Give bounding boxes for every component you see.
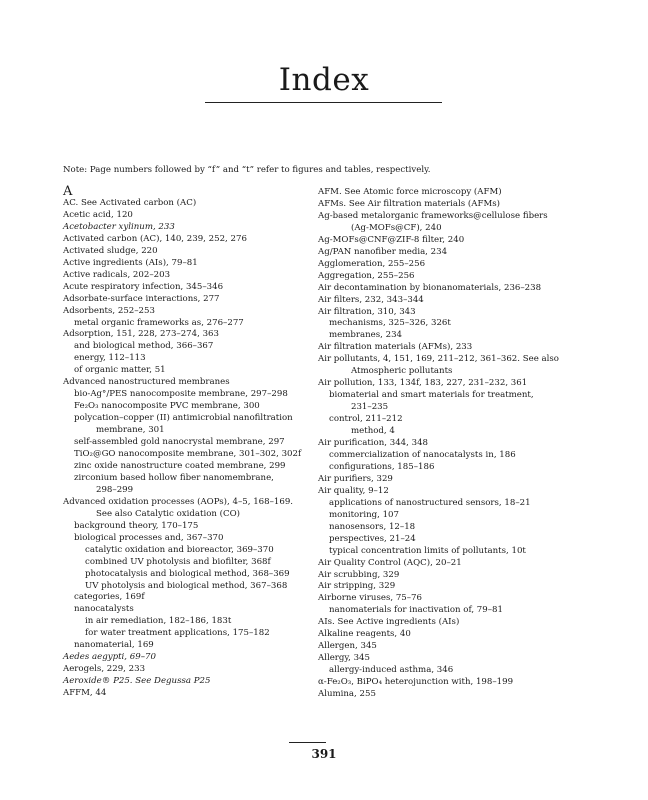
index-entry: allergy-induced asthma, 346 <box>329 665 454 676</box>
index-entry: Air purifiers, 329 <box>318 473 393 484</box>
index-entry: membrane, 301 <box>96 425 165 436</box>
index-entry: metal organic frameworks as, 276–277 <box>74 317 244 328</box>
index-entry: Advanced oxidation processes (AOPs), 4–5, 168–169. <box>63 496 294 507</box>
index-entry: bio-Ag°/PES nanocomposite membrane, 297–298 <box>74 389 288 400</box>
index-note: Note: Page numbers followed by “f” and “t” refer to figures and tables, respectively. <box>63 165 431 175</box>
right-entry-list <box>318 187 593 701</box>
index-entry: Air quality, 9–12 <box>318 485 389 496</box>
index-entry: Air filtration, 310, 343 <box>318 306 416 317</box>
index-entry: combined UV photolysis and biofilter, 368f <box>85 556 271 567</box>
index-entry: Air pollutants, 4, 151, 169, 211–212, 361–362. See also <box>318 354 559 365</box>
index-entry: background theory, 170–175 <box>74 520 199 531</box>
index-column-left <box>63 184 303 700</box>
index-entry: Agglomeration, 255–256 <box>318 258 426 269</box>
index-entry: Advanced nanostructured membranes <box>63 377 230 388</box>
index-entry: in air remediation, 182–186, 183t <box>85 616 232 627</box>
index-entry: 298–299 <box>96 484 134 495</box>
index-entry: Ag-based metalorganic frameworks@cellulose fibers <box>318 210 548 221</box>
page-number: 391 <box>311 747 337 761</box>
index-entry: Adsorbents, 252–253 <box>63 305 155 316</box>
index-entry: commercialization of nanocatalysts in, 186 <box>329 449 516 460</box>
index-entry: catalytic oxidation and bioreactor, 369–370 <box>85 544 274 555</box>
index-entry: typical concentration limits of pollutants, 10t <box>329 545 526 556</box>
index-entry: mechanisms, 325–326, 326t <box>329 318 451 329</box>
index-entry: Aerogels, 229, 233 <box>63 664 146 675</box>
index-entry: Allergen, 345 <box>318 641 377 652</box>
index-entry: Active ingredients (AIs), 79–81 <box>63 257 198 268</box>
index-entry: control, 211–212 <box>329 414 403 425</box>
index-entry: Air filtration materials (AFMs), 233 <box>318 342 473 353</box>
index-entry: Air Quality Control (AQC), 20–21 <box>318 557 462 568</box>
index-entry: Ag/PAN nanofiber media, 234 <box>318 246 448 257</box>
index-entry: configurations, 185–186 <box>329 461 435 472</box>
index-entry: AFMs. See Air filtration materials (AFMs) <box>318 198 501 209</box>
index-entry: energy, 112–113 <box>74 353 146 364</box>
index-column-right <box>318 187 593 701</box>
index-entry: α-Fe₂O₃, BiPO₄ heterojunction with, 198–199 <box>318 677 514 688</box>
index-entry: applications of nanostructured sensors, 18–21 <box>329 497 531 508</box>
index-entry: Aeroxide® P25. See Degussa P25 <box>63 676 211 687</box>
index-entry: Adsorption, 151, 228, 273–274, 363 <box>63 329 219 340</box>
index-entry: AIs. See Active ingredients (AIs) <box>318 617 460 628</box>
index-entry: Ag-MOFs@CNF@ZIF-8 filter, 240 <box>318 234 465 245</box>
index-entry: Allergy, 345 <box>318 653 370 664</box>
index-entry: 231–235 <box>351 402 389 413</box>
index-entry: Fe₂O₃ nanocomposite PVC membrane, 300 <box>74 401 260 412</box>
index-entry: Alkaline reagents, 40 <box>318 629 411 640</box>
index-entry: AC. See Activated carbon (AC) <box>63 198 197 208</box>
index-entry: nanocatalysts <box>74 604 134 615</box>
index-entry: nanomaterial, 169 <box>74 640 154 651</box>
index-entry: of organic matter, 51 <box>74 365 166 376</box>
index-entry: perspectives, 21–24 <box>329 533 416 544</box>
index-entry: nanosensors, 12–18 <box>329 521 416 532</box>
footer-rule <box>289 742 326 743</box>
index-entry: and biological method, 366–367 <box>74 341 214 352</box>
index-entry: Active radicals, 202–203 <box>63 269 171 280</box>
index-entry: Air purification, 344, 348 <box>318 438 428 449</box>
index-entry: Airborne viruses, 75–76 <box>318 593 422 604</box>
title-underline <box>205 102 442 103</box>
index-entry: for water treatment applications, 175–182 <box>85 628 270 639</box>
index-entry: photocatalysis and biological method, 368–369 <box>85 568 290 579</box>
index-entry: Air decontamination by bionanomaterials, 236–238 <box>318 282 542 293</box>
section-letter: A <box>63 184 73 199</box>
index-entry: Alumina, 255 <box>318 689 376 700</box>
index-entry: AFFM, 44 <box>63 688 107 699</box>
index-entry: Aggregation, 255–256 <box>318 270 415 281</box>
index-entry: Atmospheric pollutants <box>351 366 453 377</box>
index-entry: UV photolysis and biological method, 367–368 <box>85 580 288 591</box>
index-entry: biological processes and, 367–370 <box>74 532 224 543</box>
index-entry: Air pollution, 133, 134f, 183, 227, 231–232, 361 <box>318 378 528 389</box>
index-title: Index <box>278 62 370 98</box>
index-entry: method, 4 <box>351 426 395 437</box>
index-entry: zirconium based hollow fiber nanomembrane, <box>74 472 274 483</box>
index-entry: Activated carbon (AC), 140, 239, 252, 276 <box>63 233 247 244</box>
index-entry: nanomaterials for inactivation of, 79–81 <box>329 605 503 616</box>
index-entry: Activated sludge, 220 <box>63 245 158 256</box>
index-entry: Adsorbate-surface interactions, 277 <box>63 293 220 304</box>
index-entry: See also Catalytic oxidation (CO) <box>96 508 240 519</box>
index-entry: zinc oxide nanostructure coated membrane, 299 <box>74 460 286 471</box>
index-entry: AFM. See Atomic force microscopy (AFM) <box>318 187 502 197</box>
index-entry: membranes, 234 <box>329 330 403 341</box>
index-entry: biomaterial and smart materials for treatment, <box>329 390 534 401</box>
index-entry: (Ag-MOFs@CF), 240 <box>351 222 442 233</box>
index-entry: categories, 169f <box>74 592 145 603</box>
index-entry: Air filters, 232, 343–344 <box>318 294 424 305</box>
index-entry: self-assembled gold nanocrystal membrane, 297 <box>74 437 285 448</box>
index-entry: polycation–copper (II) antimicrobial nanofiltration <box>74 413 293 424</box>
index-entry: Aedes aegypti, 69–70 <box>63 652 156 663</box>
index-entry: Air stripping, 329 <box>318 581 396 592</box>
index-entry: Acetic acid, 120 <box>63 209 133 220</box>
index-entry: TiO₂@GO nanocomposite membrane, 301–302, 302f <box>74 449 302 460</box>
left-entry-list <box>63 198 303 700</box>
index-entry: Air scrubbing, 329 <box>318 569 400 580</box>
index-entry: Acetobacter xylinum, 233 <box>63 221 175 232</box>
index-entry: Acute respiratory infection, 345–346 <box>63 281 224 292</box>
index-entry: monitoring, 107 <box>329 509 399 520</box>
